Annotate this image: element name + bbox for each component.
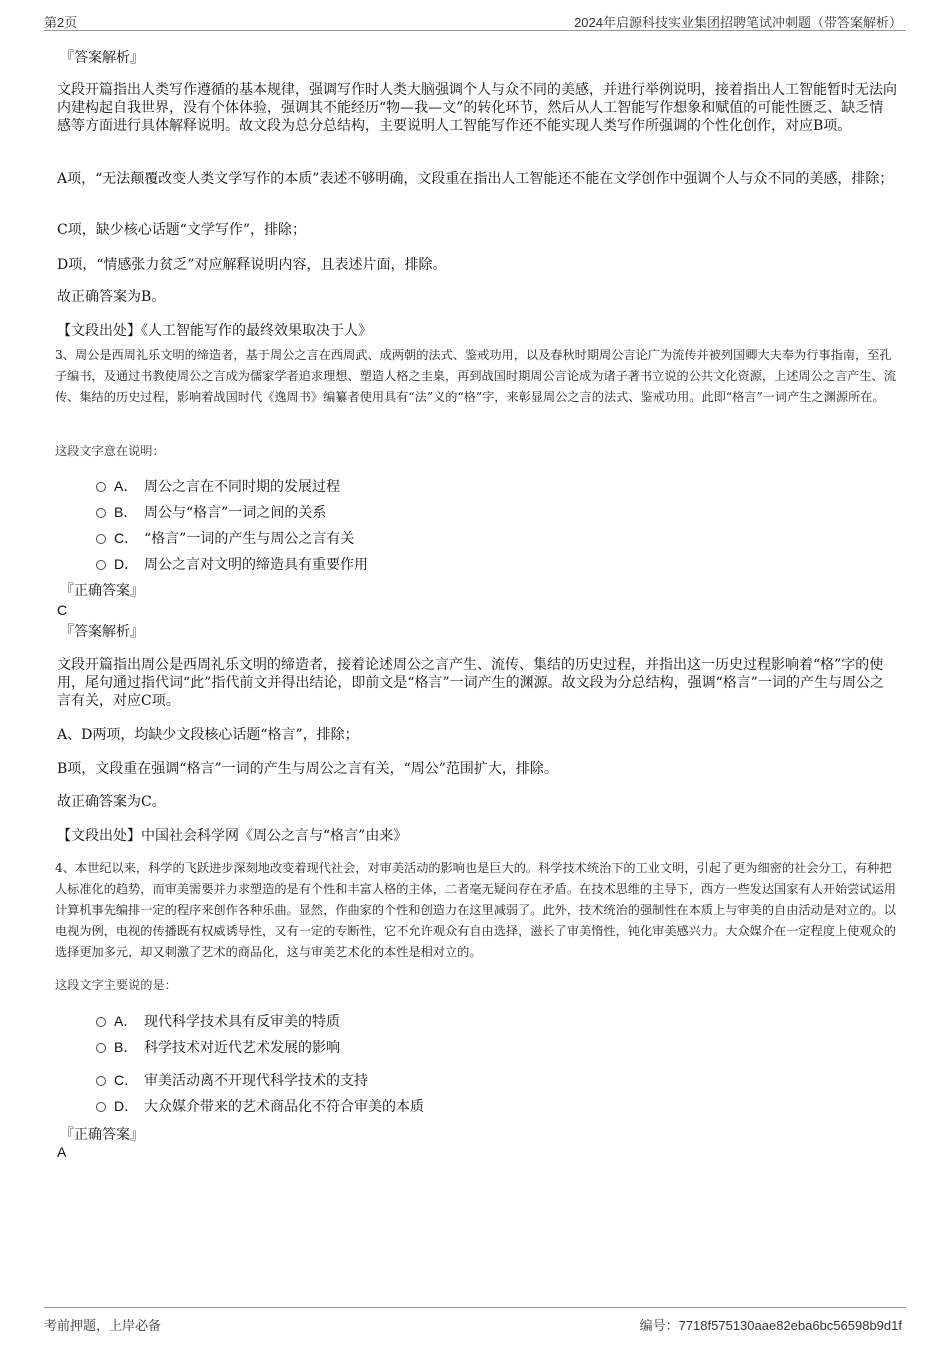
question-3-stem: 3、周公是西周礼乐文明的缔造者，基于周公之言在西周武、成两朝的法式、鉴戒功用，以及春秋时期周公言论广为流传并被列国卿大夫奉为行事指南，至孔子编书，及通过书教使周公之言成为儒家学者追求理想、塑造人格之圭臬，再到战国时期周公言论成为诸子著书立说的公共文化资源，上述周公之言产生、流传、集结的历史过程，影响着战国时代《逸周书》编纂者使用具有“法”义的“格”字，来彰显周公之言的法式、鉴戒功用。此即“格言”一词产生之渊源所在。: [55, 348, 896, 404]
analysis-text: 文段开篇指出人类写作遵循的基本规律，强调写作时人类大脑强调个人与众不同的美感，并进行举例说明，接着指出人工智能暂时无法向内建构起自我世界，没有个体体验，强调其不能经历“物—我—文”的转化环节，然后从人工智能写作想象和赋值的可能性匮乏、缺乏情感等方面进行具体解释说明。故文段为总分总结构，主要说明人工智能写作还不能实现人类写作所强调的个性化创作，对应B项。: [57, 82, 897, 134]
question-3-option-d[interactable]: D． 周公之言对文明的缔造具有重要作用: [96, 555, 368, 574]
analysis-label: 『答案解析』: [60, 624, 144, 640]
question-3-prompt: 这段文字意在说明：: [55, 444, 165, 458]
question-3-option-c[interactable]: C． “格言”一词的产生与周公之言有关: [96, 529, 354, 548]
radio-icon[interactable]: [96, 508, 106, 518]
question-4-option-d[interactable]: D． 大众媒介带来的艺术商品化不符合审美的本质: [96, 1097, 424, 1116]
analysis-text: 文段开篇指出周公是西周礼乐文明的缔造者，接着论述周公之言产生、流传、集结的历史过程，并指出这一历史过程影响着“格”字的使用，尾句通过指代词“此”指代前文并得出结论，即前文是“格言”一词产生的渊源。故文段为分总结构，强调“格言”一词的产生与周公之言有关，对应C项。: [57, 657, 884, 709]
correct-answer: A: [57, 1144, 67, 1160]
analysis-note-b: B项，文段重在强调“格言”一词的产生与周公之言有关，“周公”范围扩大，排除。: [57, 761, 558, 777]
question-4-prompt: 这段文字主要说的是：: [55, 978, 177, 992]
radio-icon[interactable]: [96, 1076, 106, 1086]
analysis-conclusion: 故正确答案为B。: [57, 289, 166, 305]
radio-icon[interactable]: [96, 1017, 106, 1027]
page-footer: [44, 1307, 906, 1338]
question-4-option-b[interactable]: B． 科学技术对近代艺术发展的影响: [96, 1038, 340, 1057]
radio-icon[interactable]: [96, 560, 106, 570]
source-citation: 【文段出处】中国社会科学网《周公之言与“格言”由来》: [57, 828, 408, 844]
page-header: [44, 10, 906, 31]
correct-answer: C: [57, 602, 68, 618]
analysis-note-c: C项，缺少核心话题“文学写作”，排除；: [57, 222, 307, 238]
radio-icon[interactable]: [96, 1102, 106, 1112]
correct-answer-label: 『正确答案』: [60, 583, 144, 599]
correct-answer-label: 『正确答案』: [60, 1127, 144, 1143]
question-4-option-c[interactable]: C． 审美活动离不开现代科学技术的支持: [96, 1071, 368, 1090]
document-code: 编号：7718f575130aae82eba6bc56598b9d1f: [639, 1318, 902, 1333]
analysis-label: 『答案解析』: [60, 50, 144, 66]
document-title: 2024年启源科技实业集团招聘笔试冲刺题（带答案解析）: [574, 15, 902, 30]
question-4-option-a[interactable]: A． 现代科学技术具有反审美的特质: [96, 1012, 340, 1031]
footer-slogan: 考前押题，上岸必备: [44, 1318, 162, 1333]
radio-icon[interactable]: [96, 482, 106, 492]
question-4-stem: 4、本世纪以来，科学的飞跃进步深刻地改变着现代社会，对审美活动的影响也是巨大的。科学技术统治下的工业文明，引起了更为细密的社会分工，有种把人标准化的趋势，而审美需要并力求塑造的是有个性和丰富人格的主体，二者毫无疑问存在矛盾。在技术思维的主导下，西方一些发达国家有人开始尝试运用计算机事先编排一定的程序来创作各种乐曲。显然，作曲家的个性和创造力在这里减弱了。此外，技术统治的强制性在本质上与审美的自由活动是对立的。以电视为例，电视的传播既有权威诱导性，又有一定的专断性，它不允许观众有自由选择，滋长了审美惰性，钝化审美感兴力。大众媒介在一定程度上使观众的选择更加多元，却又刺激了艺术的商品化，这与审美艺术化的本性是相对立的。: [55, 861, 896, 959]
page-number: 第2页: [44, 15, 78, 30]
radio-icon[interactable]: [96, 534, 106, 544]
analysis-note-a: A项，“无法颠覆改变人类文学写作的本质”表述不够明确，文段重在指出人工智能还不能在文学创作中强调个人与众不同的美感，排除；: [57, 171, 894, 187]
analysis-note-d: D项，“情感张力贫乏”对应解释说明内容，且表述片面，排除。: [57, 257, 447, 273]
source-citation: 【文段出处】《人工智能写作的最终效果取决于人》: [57, 323, 372, 339]
analysis-conclusion: 故正确答案为C。: [57, 794, 166, 810]
radio-icon[interactable]: [96, 1043, 106, 1053]
analysis-note-ad: A、D两项，均缺少文段核心话题“格言”，排除；: [57, 727, 359, 743]
question-3-option-a[interactable]: A． 周公之言在不同时期的发展过程: [96, 477, 340, 496]
question-3-option-b[interactable]: B． 周公与“格言”一词之间的关系: [96, 503, 326, 522]
